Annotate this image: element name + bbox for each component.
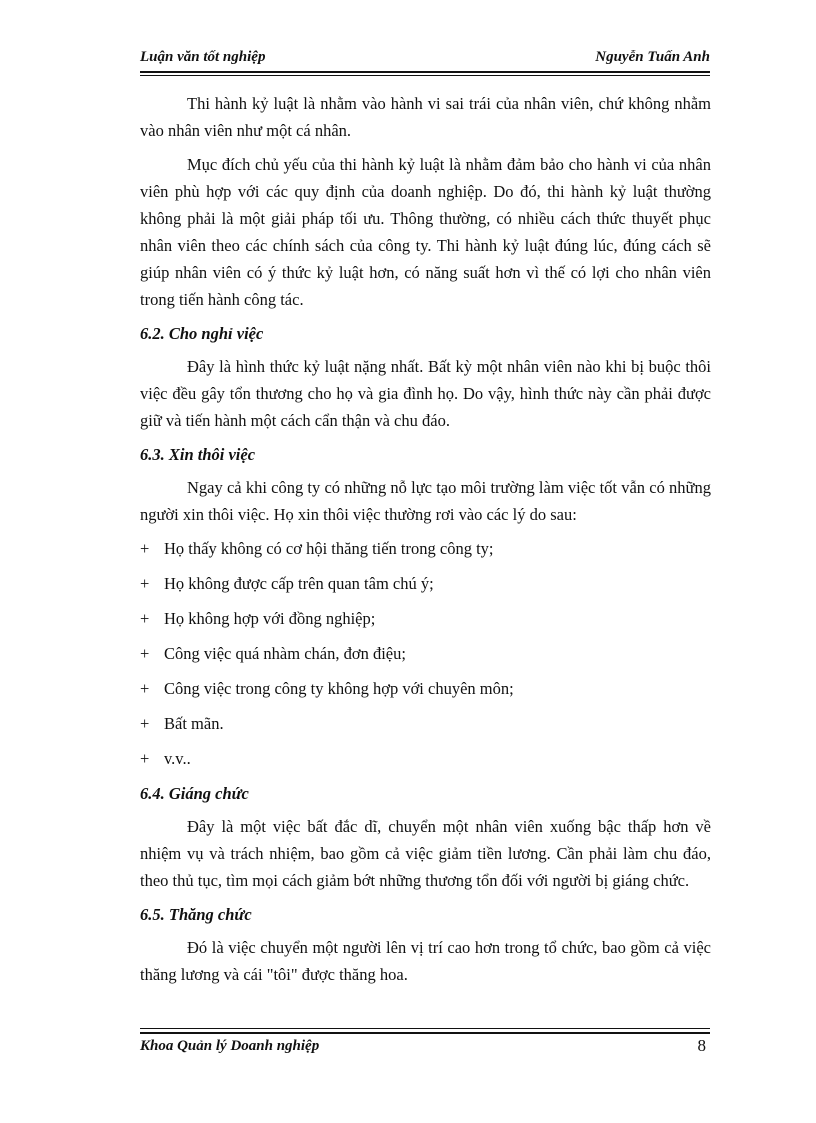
list-item (140, 745, 711, 772)
page-footer (140, 1036, 710, 1060)
list-item-text: Họ thấy không có cơ hội thăng tiến trong công ty; (164, 539, 494, 558)
heading-6-5: 6.5. Thăng chức (140, 905, 252, 924)
list-bullet: + (140, 609, 150, 628)
list-item (140, 570, 711, 597)
list-bullet: + (140, 539, 150, 558)
list-bullet: + (140, 749, 150, 768)
paragraph-1: Thi hành kỷ luật là nhằm vào hành vi sai trái của nhân viên, chứ không nhằm vào nhân viên như một cá nhân. (140, 94, 711, 140)
list-item (140, 675, 711, 702)
list-item-text: Công việc quá nhàm chán, đơn điệu; (164, 644, 406, 663)
paragraph-6: Đó là việc chuyển một người lên vị trí cao hơn trong tổ chức, bao gồm cả việc thăng lương và cái "tôi" được thăng hoa. (140, 938, 711, 984)
footer-rule-thin (140, 1028, 710, 1029)
list-item (140, 710, 711, 737)
header-author-name: Nguyễn Tuấn Anh (595, 49, 710, 65)
paragraph-2: Mục đích chủ yếu của thi hành kỷ luật là nhằm đảm bảo cho hành vi của nhân viên phù hợp với các quy định của doanh nghiệp. Do đó, thi hành kỷ luật thường không phải là một giải pháp tối ưu. Thông thường, có nhiều cách thức thuyết phục nhân viên theo các chính sách của công ty. Thi hành kỷ luật đúng lúc, đúng cách sẽ giúp nhân viên có ý thức kỷ luật hơn, có năng suất hơn vì thế có lợi cho nhân viên trong tiến hành công tác. (140, 155, 711, 309)
list-item-text: Họ không hợp với đồng nghiệp; (164, 609, 376, 628)
list-bullet: + (140, 679, 150, 698)
list-item-text: Bất mãn. (164, 714, 224, 733)
page-body (140, 90, 711, 995)
heading-6-4: 6.4. Giáng chức (140, 784, 249, 803)
list-bullet: + (140, 644, 150, 663)
heading-6-2: 6.2. Cho nghỉ việc (140, 324, 264, 343)
header-rule-thin (140, 75, 710, 76)
paragraph-4: Ngay cả khi công ty có những nỗ lực tạo môi trường làm việc tốt vẫn có những người xin thôi việc. Họ xin thôi việc thường rơi vào các lý do sau: (140, 478, 711, 524)
list-bullet: + (140, 714, 150, 733)
page-number: 8 (697, 1036, 706, 1055)
list-item (140, 640, 711, 667)
footer-rule-thick (140, 1032, 710, 1034)
paragraph-3: Đây là hình thức kỷ luật nặng nhất. Bất kỳ một nhân viên nào khi bị buộc thôi việc đều gây tổn thương cho họ và gia đình họ. Do vậy, hình thức này cần phải được giữ và tiến hành một cách cẩn thận và chu đáo. (140, 357, 711, 430)
list-item-text: Công việc trong công ty không hợp với chuyên môn; (164, 679, 514, 698)
list-item (140, 535, 711, 562)
list-bullet: + (140, 574, 150, 593)
paragraph-5: Đây là một việc bất đắc dĩ, chuyển một nhân viên xuống bậc thấp hơn về nhiệm vụ và trách nhiệm, bao gồm cả việc giảm tiền lương. Cần phải làm chu đáo, theo thủ tục, tìm mọi cách giảm bớt những thương tổn đối với người bị giáng chức. (140, 817, 711, 890)
footer-faculty-name: Khoa Quản lý Doanh nghiệp (140, 1038, 320, 1054)
list-item (140, 605, 711, 632)
header-thesis-title: Luận văn tốt nghiệp (140, 49, 266, 65)
list-item-text: v.v.. (164, 749, 191, 768)
page-header (140, 49, 710, 71)
heading-6-3: 6.3. Xin thôi việc (140, 445, 256, 464)
header-rule-thick (140, 71, 710, 73)
list-item-text: Họ không được cấp trên quan tâm chú ý; (164, 574, 434, 593)
